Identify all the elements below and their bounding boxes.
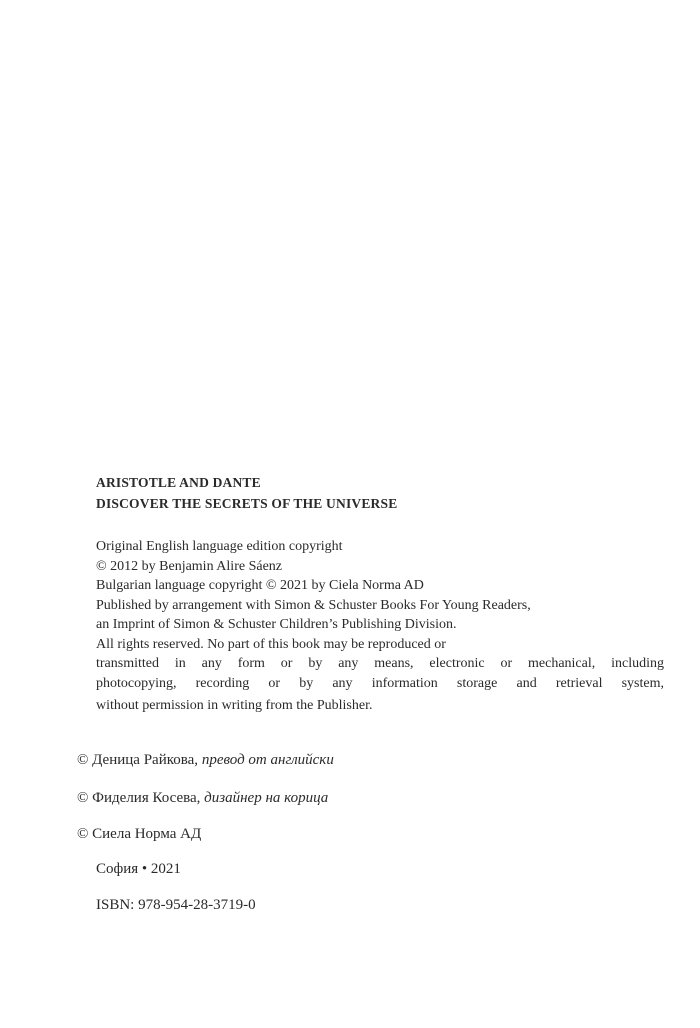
copyright-line: All rights reserved. No part of this book may be reproduced or — [96, 636, 446, 652]
credit-role: дизайнер на корица — [204, 790, 329, 806]
copyright-line: © 2012 by Benjamin Alire Sáenz — [96, 558, 282, 574]
imprint-place-year: София • 2021 — [96, 861, 181, 877]
credit-name: © Деница Райкова, — [77, 752, 199, 768]
credit-role: превод от английски — [201, 752, 334, 768]
credit-translator — [77, 752, 334, 769]
book-title-line-1: ARISTOTLE AND DANTE — [96, 475, 261, 490]
credit-publisher — [77, 826, 201, 843]
copyright-line: an Imprint of Simon & Schuster Children’s Publishing Division. — [96, 617, 457, 632]
credit-name: © Сиела Норма АД — [77, 826, 202, 842]
copyright-notice — [96, 537, 664, 716]
book-title-line-2: DISCOVER THE SECRETS OF THE UNIVERSE — [96, 496, 398, 511]
book-title-block — [96, 472, 666, 514]
copyright-line: Published by arrangement with Simon & Schuster Books For Young Readers, — [96, 597, 531, 613]
copyright-line: without permission in writing from the Publisher. — [96, 698, 373, 713]
copyright-line: Original English language edition copyright — [96, 539, 343, 554]
imprint-isbn: ISBN: 978-954-28-3719-0 — [96, 897, 256, 913]
copyright-line: photocopying, recording or by any information storage and retrieval system, — [96, 675, 664, 691]
credit-cover-designer — [77, 790, 328, 807]
credit-name: © Фиделия Косева, — [77, 790, 201, 806]
copyright-line: transmitted in any form or by any means, electronic or mechanical, including — [96, 656, 664, 671]
copyright-line: Bulgarian language copyright © 2021 by Ciela Norma AD — [96, 578, 424, 593]
